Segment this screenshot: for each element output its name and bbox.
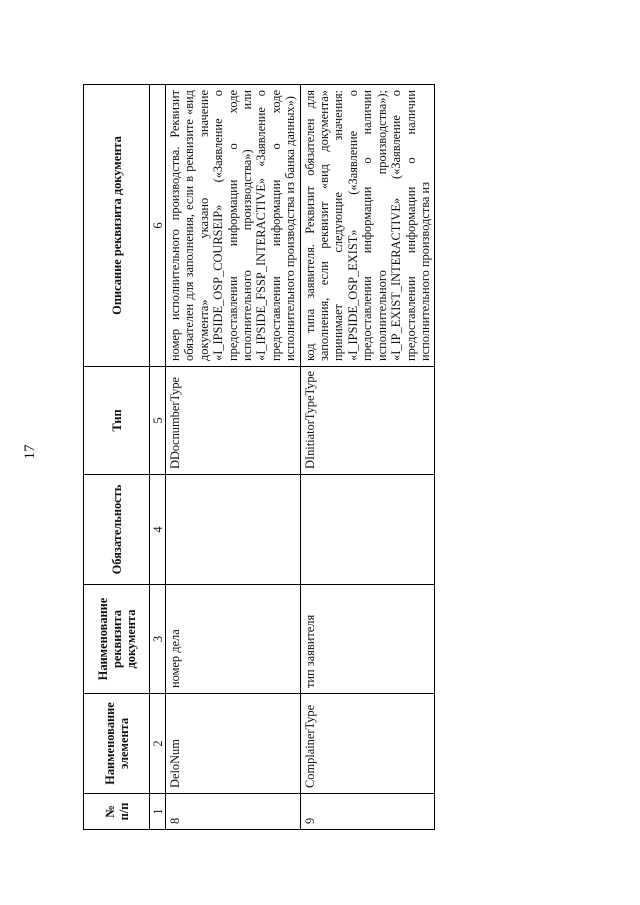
table-header-row — [84, 85, 150, 830]
column-number: 5 — [150, 367, 166, 475]
header-type: Тип — [84, 367, 150, 475]
requisite-name: тип заявителя — [300, 585, 435, 694]
row-number: 8 — [166, 794, 301, 830]
page-number: 17 — [22, 444, 38, 460]
element-name: DeloNum — [166, 694, 301, 794]
type-name: DDocnumberType — [166, 367, 301, 475]
column-number: 1 — [150, 794, 166, 830]
description: код типа заявителя. Реквизит обязателен для заполнения, если реквизит «вид документа» принимает следующие значения: «I_IPSIDE_OSP_EXIST» («Заявление о предоставлении информации о наличии исполнительного производства»); «I_IP_EXIST_INTERACTIVE» («Заявление о предоставлении информации о наличии исполнительного производства из — [300, 85, 435, 367]
required-flag — [300, 475, 435, 585]
column-number: 2 — [150, 694, 166, 794]
element-name: ComplainerType — [300, 694, 435, 794]
header-required: Обязательность — [84, 475, 150, 585]
header-number: № п/п — [84, 794, 150, 830]
type-name: DInitiatorTypeType — [300, 367, 435, 475]
header-requisite-name: Наименование реквизита документа — [84, 585, 150, 694]
column-number: 6 — [150, 85, 166, 367]
row-number: 9 — [300, 794, 435, 830]
header-description: Описание реквизита документа — [84, 85, 150, 367]
header-element-name: Наименование элемента — [84, 694, 150, 794]
table-row — [166, 85, 301, 830]
rotated-table-container — [83, 85, 535, 830]
requisites-table — [83, 84, 435, 830]
column-number: 4 — [150, 475, 166, 585]
column-number: 3 — [150, 585, 166, 694]
required-flag — [166, 475, 301, 585]
description: номер исполнительного производства. Реквизит обязателен для заполнения, если в реквизите «вид документа» указано значение «I_IPSIDE_OSP_COURSEIP» («Заявление о предоставлении информации о ходе исполнительного производства») или «I_IPSIDE_FSSP_INTERACTIVE» «Заявление о предоставлении информации о ходе исполнительного производства из банка данных») — [166, 85, 301, 367]
table-row — [300, 85, 435, 830]
column-number-row — [150, 85, 166, 830]
requisite-name: номер дела — [166, 585, 301, 694]
